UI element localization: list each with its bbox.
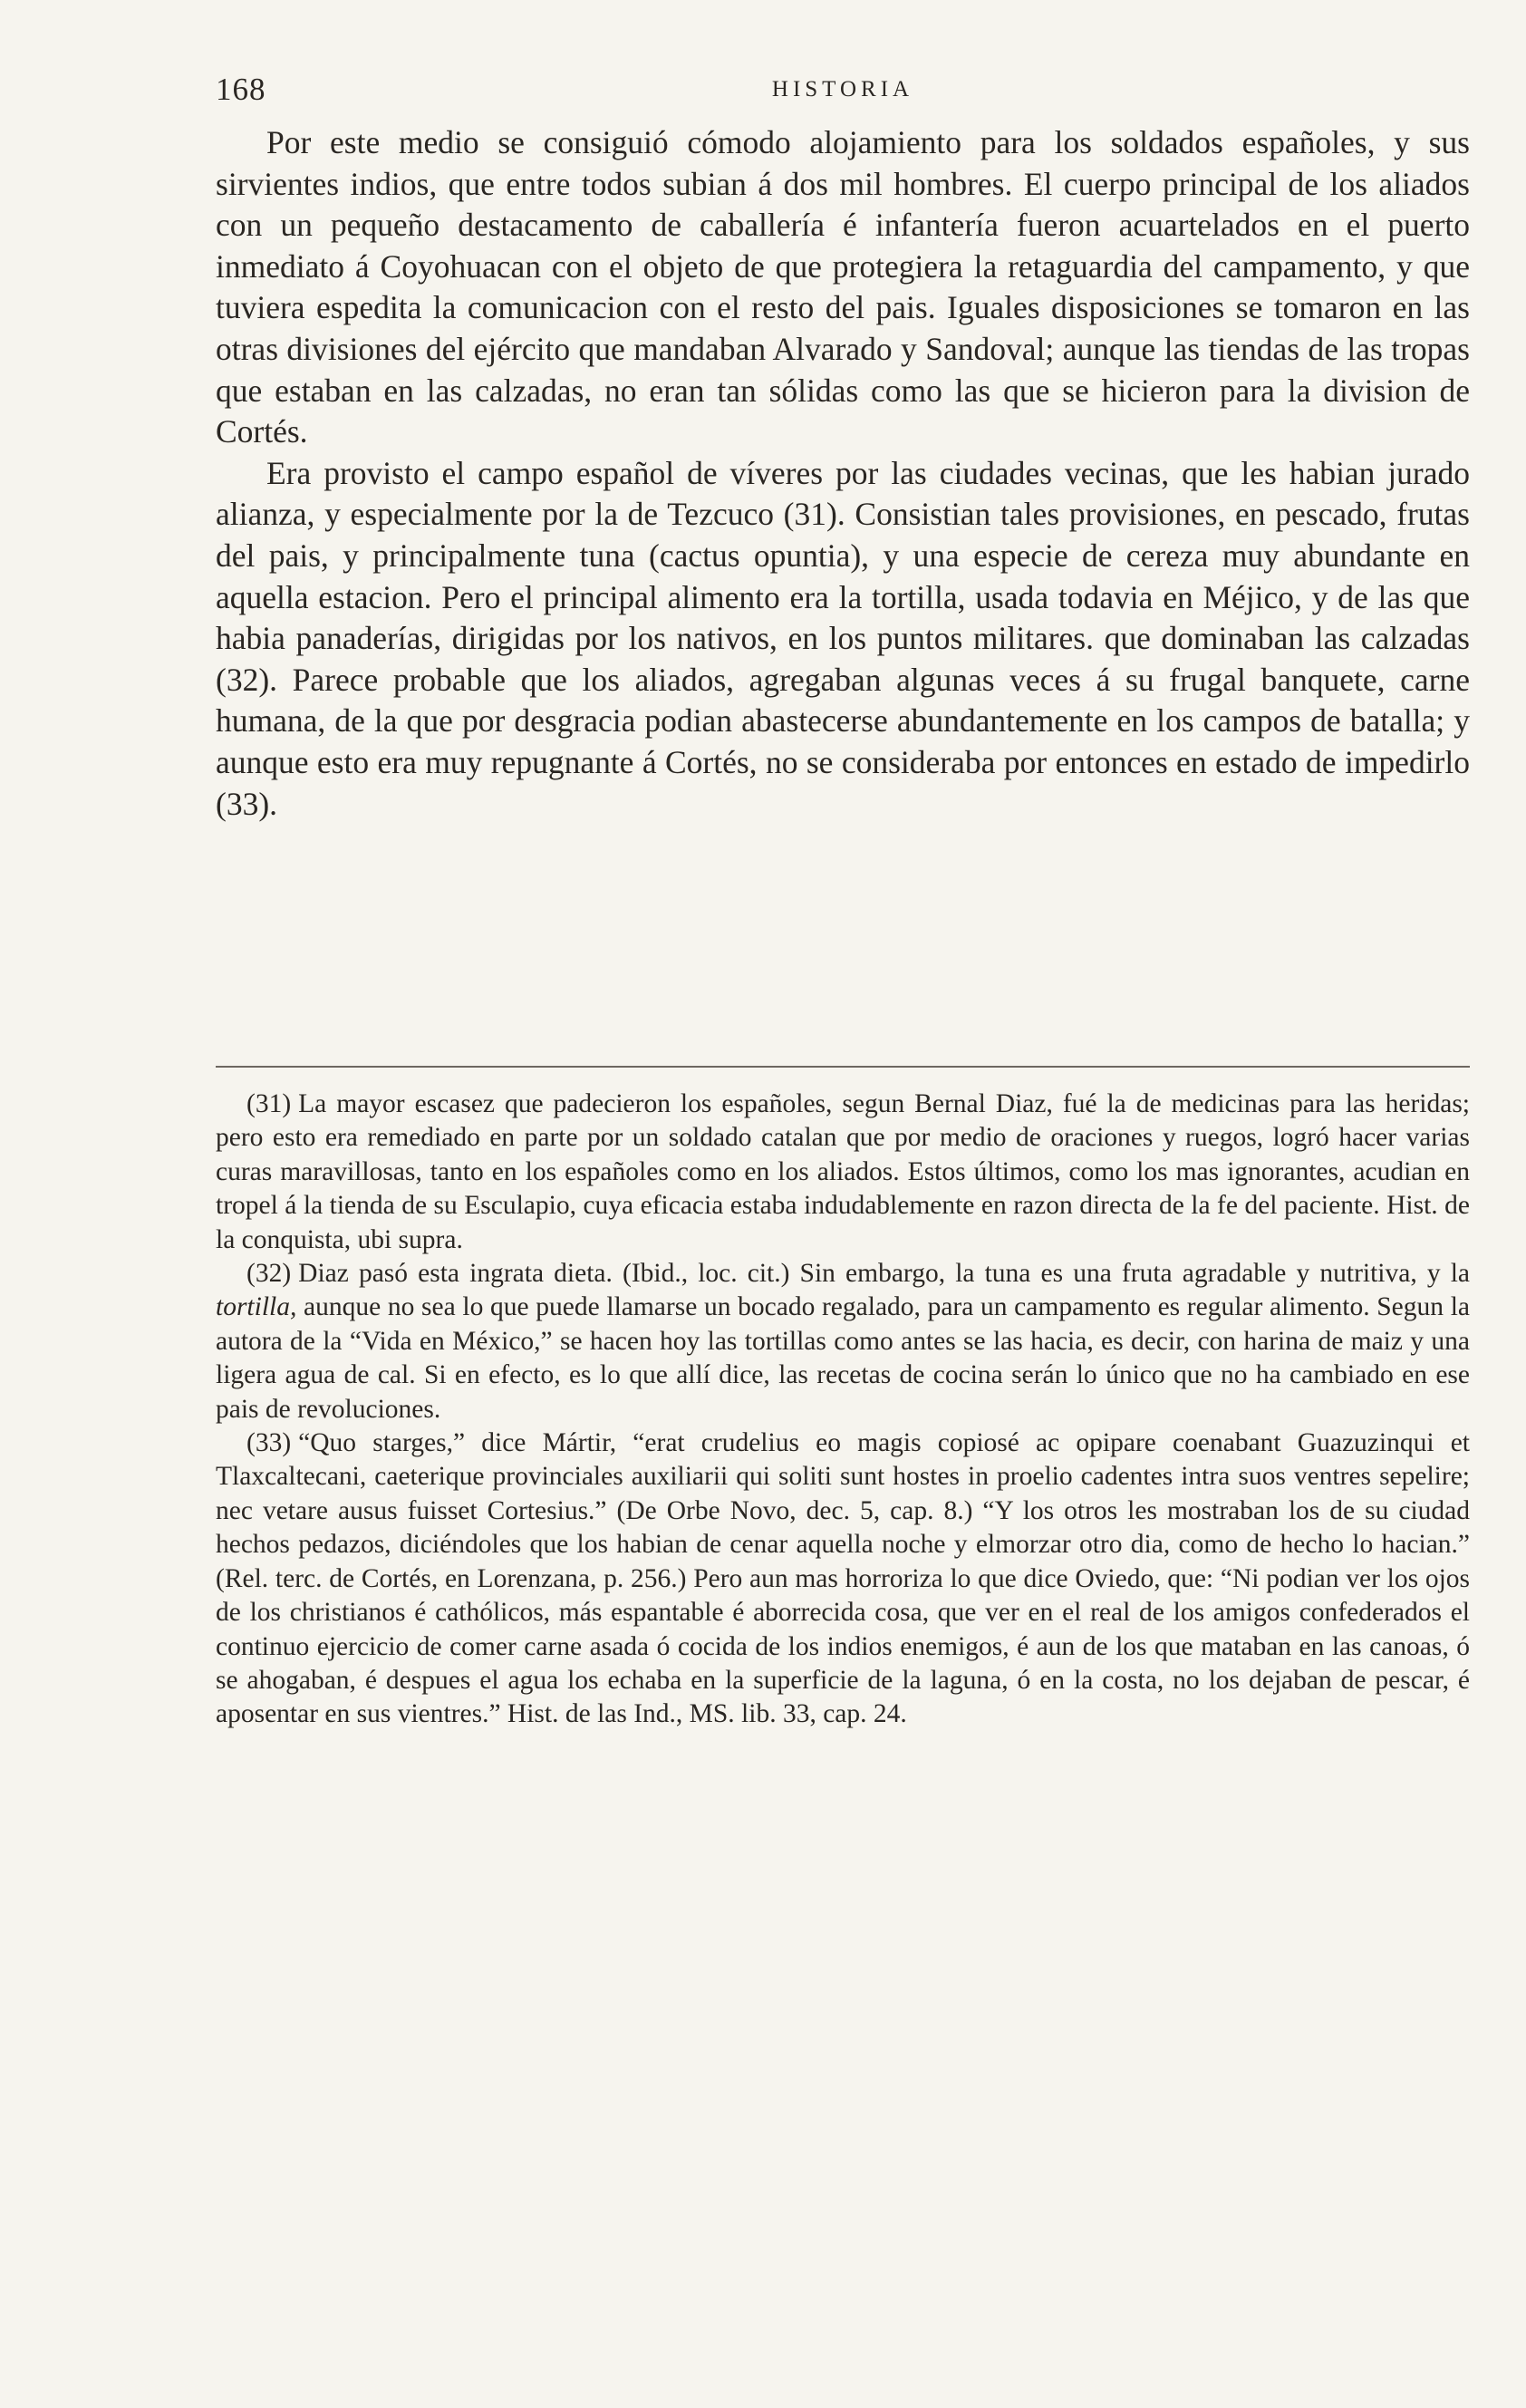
footnote-text: “Quo starges,” dice Mártir, “erat crudelius eo magis copiosé ac opipare coenabant Guazuzinqui et Tlaxcaltecani, caeterique provinciales auxiliarii qui soliti sunt hostes in proelio cadentes intra suos ventres sepelire; nec vetare ausus fuisset Cortesius.” (De Orbe Novo, dec. 5, cap. 8.) “Y los otros les mostraban los de su ciudad hechos pedazos, diciéndoles que los habian de cenar aquella noche y elmorzar otro dia, como de hecho lo hacian.” (Rel. terc. de Cortés, en Lorenzana, p. 256.) Pero aun mas horroriza lo que dice Oviedo, que: “Ni podian ver los ojos de los christianos é cathólicos, más espantable é aborrecida cosa, que ver en el real de los amigos confederados el continuo ejercicio de comer carne asada ó cocida de los indios enemigos, é aun de los que mataban en las canoas, ó se ahogaban, é despues el agua los echaba en la superficie de la laguna, ó en la costa, no los dejaban de pescar, é aposentar en sus vientres.” Hist. de las Ind., MS. lib. 33, cap. 24.	[216, 1428, 1470, 1729]
footnote-31	[216, 1088, 1470, 1257]
main-text	[216, 122, 1470, 825]
footnotes	[216, 1088, 1470, 1732]
footnote-marker: (33)	[246, 1428, 292, 1458]
footnote-33	[216, 1426, 1470, 1732]
page-number: 168	[216, 72, 266, 107]
footnote-marker: (31)	[246, 1089, 292, 1118]
footnote-text: aunque no sea lo que puede llamarse un bocado regalado, para un campamento es regular alimento. Segun la autora de la “Vida en México,” se hacen hoy las tortillas como antes se las hacia, es decir, con harina de maiz y una ligera agua de cal. Si en efecto, es lo que allí dice, las recetas de cocina serán lo único que no ha cambiado en ese pais de revoluciones.	[216, 1292, 1470, 1424]
footnote-text: La mayor escasez que padecieron los españoles, segun Bernal Diaz, fué la de medicinas para las heridas; pero esto era remediado en parte por un soldado catalan que por medio de oraciones y ruegos, logró hacer varias curas maravillosas, tanto en los españoles como en los aliados. Estos últimos, como los mas ignorantes, acudian en tropel á la tienda de su Esculapio, cuya eficacia estaba indudablemente en razon directa de la fe del paciente. Hist. de la conquista, ubi supra.	[216, 1089, 1470, 1254]
paragraph-2: Era provisto el campo español de víveres por las ciudades vecinas, que les habian jurado alianza, y especialmente por la de Tezcuco (31). Consistian tales provisiones, en pescado, frutas del pais, y principalmente tuna (cactus opuntia), y una especie de cereza muy abundante en aquella estacion. Pero el principal alimento era la tortilla, usada todavia en Méjico, y de las que habia panaderías, dirigidas por los nativos, en los puntos militares. que dominaban las calzadas (32). Parece probable que los aliados, agregaban algunas veces á su frugal banquete, carne humana, de la que por desgracia podian abastecerse abundantemente en los campos de batalla; y aunque esto era muy repugnante á Cortés, no se consideraba por entonces en estado de impedirlo (33).	[216, 454, 1470, 822]
footnote-marker: (32)	[246, 1259, 292, 1289]
page-header	[216, 67, 1470, 112]
book-page	[216, 0, 1470, 2408]
footnote-italic-term: tortilla,	[216, 1292, 297, 1322]
running-head: HISTORIA	[771, 77, 914, 102]
footnote-divider	[216, 1066, 1470, 1068]
footnote-text: Diaz pasó esta ingrata dieta. (Ibid., loc. cit.) Sin embargo, la tuna es una fruta agradable y nutritiva, y la	[298, 1259, 1470, 1289]
paragraph-1: Por este medio se consiguió cómodo alojamiento para los soldados españoles, y sus sirvientes indios, que entre todos subian á dos mil hombres. El cuerpo principal de los aliados con un pequeño destacamento de caballería é infantería fueron acuartelados en el puerto inmediato á Coyohuacan con el objeto de que protegiera la retaguardia del campamento, y que tuviera espedita la comunicacion con el resto del pais. Iguales disposiciones se tomaron en las otras divisiones del ejército que mandaban Alvarado y Sandoval; aunque las tiendas de las tropas que estaban en las calzadas, no eran tan sólidas como las que se hicieron para la division de Cortés.	[216, 124, 1470, 450]
footnote-32	[216, 1257, 1470, 1426]
